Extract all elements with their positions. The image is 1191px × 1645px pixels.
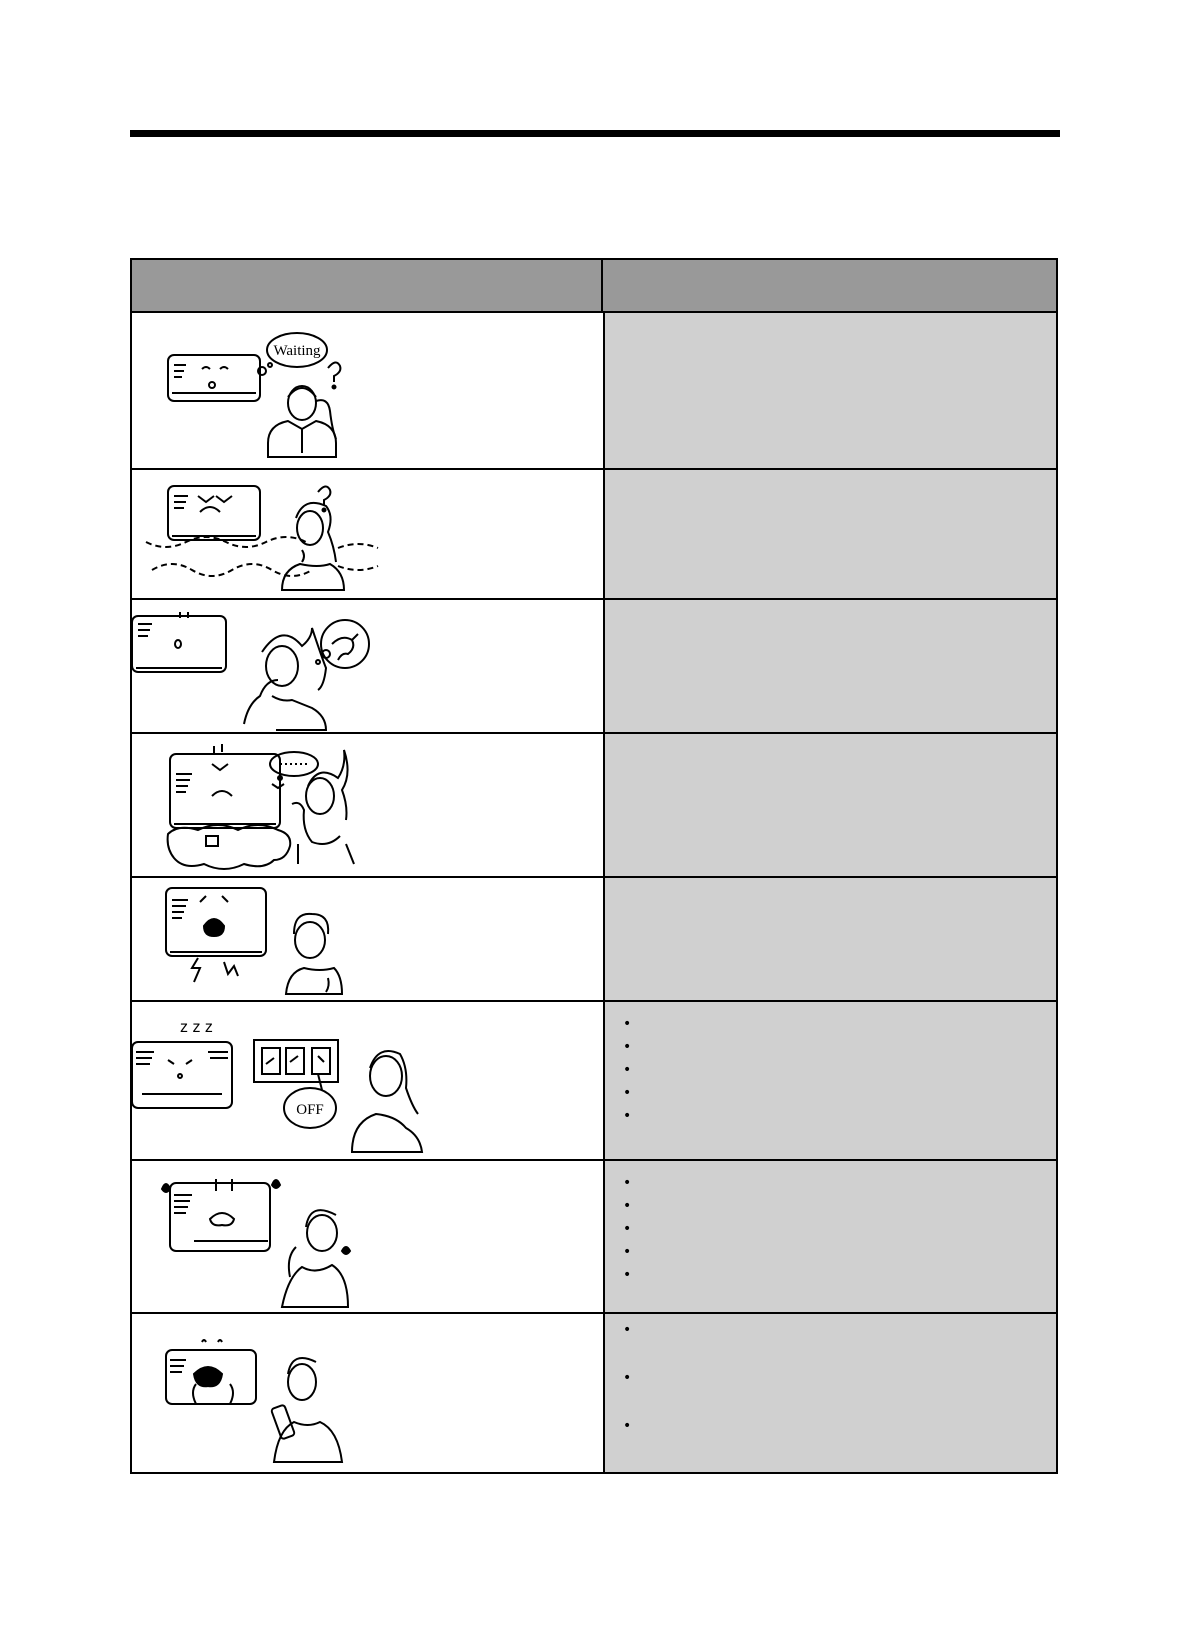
illustration-cell — [132, 878, 601, 1000]
solution-cell — [603, 470, 1056, 598]
illustration-cell — [132, 470, 601, 598]
illustration-cell — [132, 1314, 601, 1472]
solution-cell — [603, 1161, 1056, 1312]
illustration-cell — [132, 600, 601, 732]
air-conditioner-remote-man-icon — [132, 1314, 601, 1470]
air-conditioner-off-switch-woman-icon — [132, 1002, 601, 1159]
illustration-cell — [132, 1161, 601, 1312]
troubleshooting-table — [130, 258, 1058, 1474]
air-conditioner-leaking-woman-icon — [132, 734, 601, 876]
off-bubble-label: OFF — [296, 1102, 324, 1118]
illustration-cell — [132, 313, 601, 468]
table-row — [132, 470, 1056, 600]
solution-cell — [603, 313, 1056, 468]
illustration-cell — [132, 734, 601, 876]
header-column-divider — [601, 260, 603, 313]
table-row — [132, 1002, 1056, 1161]
table-row — [132, 878, 1056, 1002]
table-row — [132, 313, 1056, 470]
table-row — [132, 1161, 1056, 1314]
svg-text:z z z: z z z — [180, 1019, 213, 1036]
air-conditioner-airflow-woman-icon — [132, 470, 601, 598]
solution-cell — [603, 878, 1056, 1000]
waiting-bubble-label: Waiting — [273, 343, 321, 359]
solution-cell — [603, 1314, 1056, 1472]
solution-cell — [603, 600, 1056, 732]
solution-cell — [603, 734, 1056, 876]
air-conditioner-hot-sweating-man-icon — [132, 1161, 601, 1312]
table-row — [132, 1314, 1056, 1472]
table-row — [132, 600, 1056, 734]
air-conditioner-waiting-woman-icon — [132, 313, 601, 468]
table-row — [132, 734, 1056, 878]
illustration-cell — [132, 1002, 601, 1159]
air-conditioner-water-sound-woman-icon — [132, 600, 601, 732]
top-heading-rule — [130, 130, 1060, 137]
solution-cell — [603, 1002, 1056, 1159]
air-conditioner-noise-man-icon — [132, 878, 601, 1000]
table-header-row — [132, 260, 1056, 313]
